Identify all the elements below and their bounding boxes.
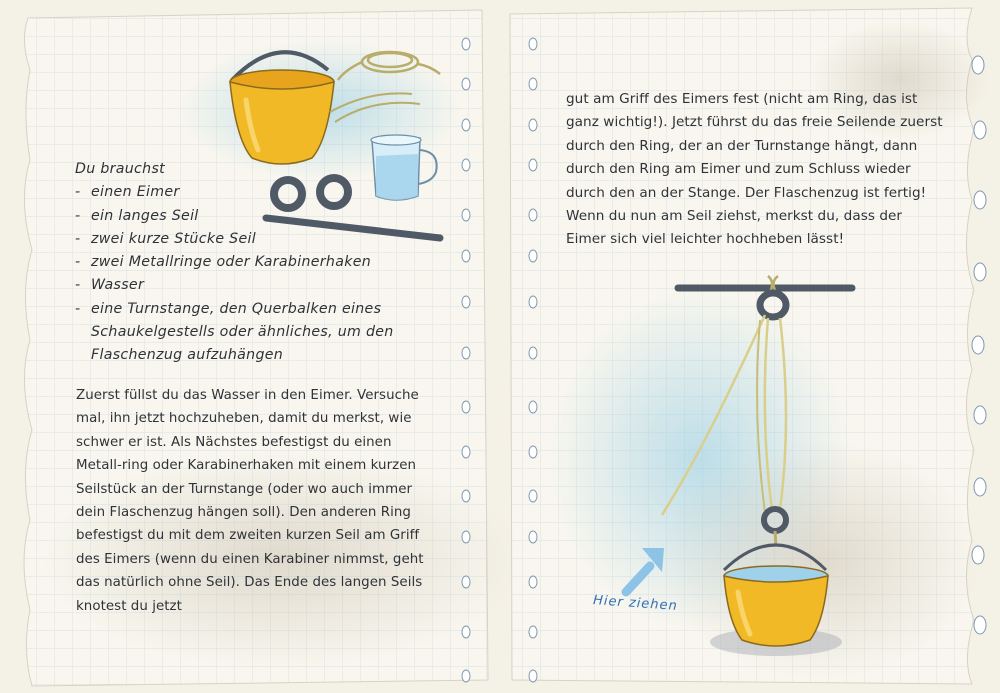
materials-heading: Du brauchst <box>75 161 165 177</box>
list-item: - einen Eimer <box>75 181 415 204</box>
list-item: - zwei kurze Stücke Seil <box>75 228 415 251</box>
right-instructions <box>566 88 946 252</box>
instructions-paragraph-continued: gut am Griff des Eimers fest (nicht am Ring, das ist ganz wichtig!). Jetzt führst du das freie Seilende zuerst durch den Ring, der an der Turnstange hängt, dann durch den Ring am Eimer und zum Schluss wieder durch den an der Stange. Der Flaschenzug ist fertig! Wenn du nun am Seil ziehst, merkst du, dass der Eimer sich viel leichter hochheben lässt! <box>566 91 943 248</box>
materials-items <box>75 181 415 367</box>
left-instructions <box>76 384 441 618</box>
list-item: - zwei Metallringe oder Karabinerhaken <box>75 251 415 274</box>
list-item: - eine Turnstange, den Querbalken eines Schaukelgestells oder ähnliches, um den Flaschenzug aufzuhängen <box>75 298 415 368</box>
pull-hint-label: Hier ziehen <box>592 593 679 614</box>
instructions-paragraph: Zuerst füllst du das Wasser in den Eimer. Versuche mal, ihn jetzt hochzuheben, damit du merkst, wie schwer er ist. Als Nächstes befestigst du einen Metall-ring oder Karabinerhaken mit einem kurzen Seilstück an der Turnstange (oder wo auch immer dein Flaschenzug hängen soll). Den anderen Ring befestigst du mit dem zweiten kurzen Seil am Griff des Eimers (wenn du einen Karabiner nimmst, geht das natürlich ohne Seil). Das Ende des langen Seils knotest du jetzt <box>76 388 424 614</box>
materials-list <box>75 158 415 368</box>
list-item: - Wasser <box>75 274 415 297</box>
list-item: - ein langes Seil <box>75 205 415 228</box>
